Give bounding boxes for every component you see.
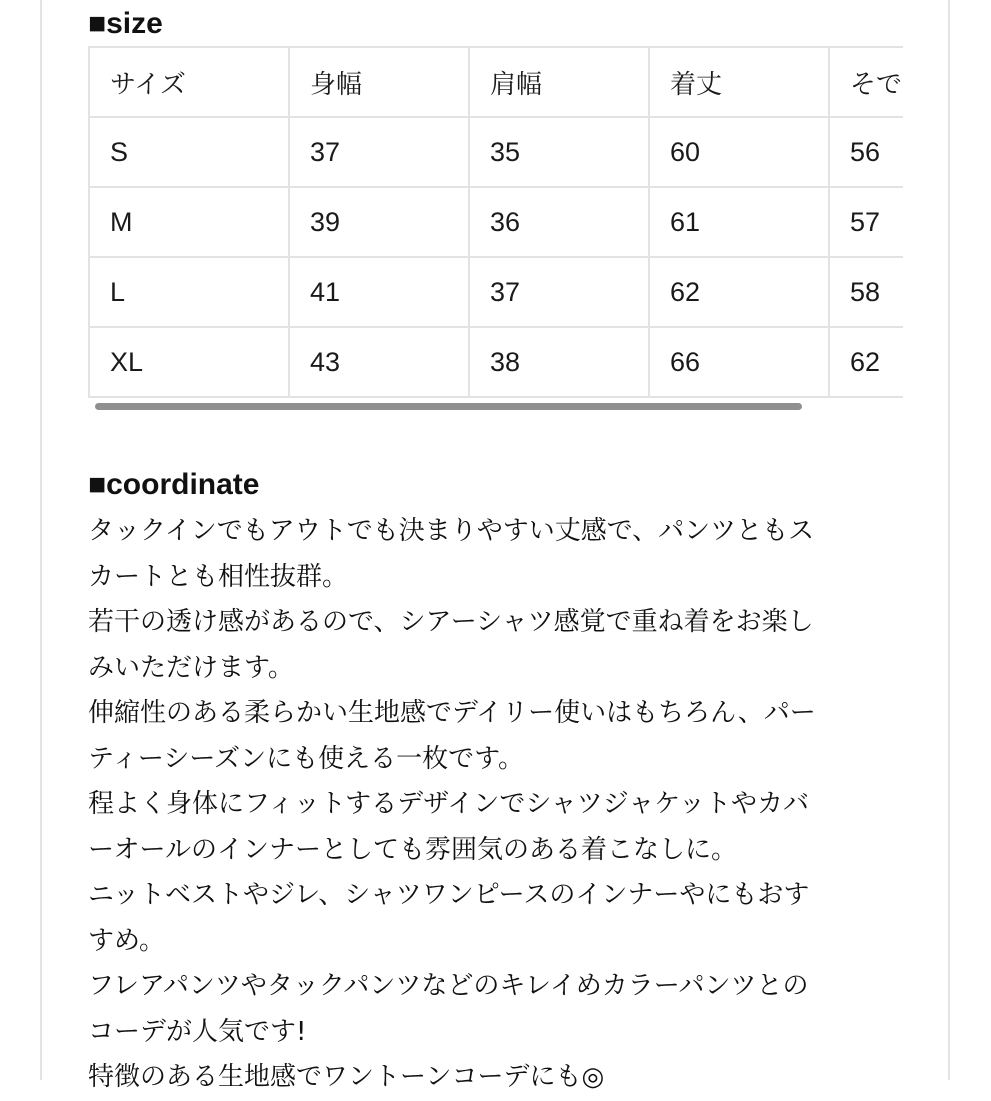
- table-cell: 57: [829, 187, 903, 257]
- table-cell: 66: [649, 327, 829, 397]
- header-cell-body-width: 身幅: [289, 47, 469, 117]
- table-header-row: [89, 47, 903, 117]
- table-cell: 43: [289, 327, 469, 397]
- table-cell: 62: [829, 327, 903, 397]
- description-line: すめ。: [88, 925, 165, 956]
- table-cell: M: [89, 187, 289, 257]
- table-cell: 58: [829, 257, 903, 327]
- size-heading: ■size: [88, 7, 163, 40]
- table-row: [89, 327, 903, 397]
- table-row: [89, 117, 903, 187]
- description-line: コーデが人気です!: [88, 1016, 307, 1047]
- table-cell: S: [89, 117, 289, 187]
- table-horizontal-scrollbar[interactable]: [95, 403, 802, 410]
- description-line: 特徴のある生地感でワントーンコーデにも◎: [88, 1062, 605, 1092]
- table-cell: 39: [289, 187, 469, 257]
- table-cell: 37: [469, 257, 649, 327]
- page-border-right: [948, 0, 950, 1080]
- table-cell: 35: [469, 117, 649, 187]
- coordinate-description: [88, 509, 898, 1101]
- table-cell: 60: [649, 117, 829, 187]
- description-line: みいただけます。: [88, 652, 294, 683]
- table-cell: L: [89, 257, 289, 327]
- description-line: カートとも相性抜群。: [88, 561, 349, 592]
- page-border-left: [40, 0, 42, 1080]
- table-cell: 38: [469, 327, 649, 397]
- table-cell: XL: [89, 327, 289, 397]
- size-table-scroll-container[interactable]: [88, 46, 903, 419]
- coordinate-heading: ■coordinate: [88, 468, 260, 501]
- table-cell: 36: [469, 187, 649, 257]
- description-line: タックインでもアウトでも決まりやすい丈感で、パンツともス: [88, 516, 815, 546]
- table-cell: 37: [289, 117, 469, 187]
- table-cell: 61: [649, 187, 829, 257]
- table-cell: 62: [649, 257, 829, 327]
- header-cell-sleeve: そで: [829, 47, 903, 117]
- table-cell: 56: [829, 117, 903, 187]
- table-row: [89, 187, 903, 257]
- table-row: [89, 257, 903, 327]
- header-cell-size: サイズ: [89, 47, 289, 117]
- description-line: ーオールのインナーとしても雰囲気のある着こなしに。: [88, 834, 737, 865]
- description-line: 伸縮性のある柔らかい生地感でデイリー使いはもちろん、パー: [88, 698, 816, 728]
- description-line: 程よく身体にフィットするデザインでシャツジャケットやカバ: [88, 789, 809, 819]
- description-line: フレアパンツやタックパンツなどのキレイめカラーパンツとの: [88, 971, 809, 1001]
- description-line: ニットベストやジレ、シャツワンピースのインナーやにもおす: [88, 880, 810, 910]
- size-table: [88, 46, 903, 398]
- description-line: ティーシーズンにも使える一枚です。: [88, 743, 525, 774]
- header-cell-length: 着丈: [649, 47, 829, 117]
- header-cell-shoulder-width: 肩幅: [469, 47, 649, 117]
- table-cell: 41: [289, 257, 469, 327]
- description-line: 若干の透け感があるので、シアーシャツ感覚で重ね着をお楽し: [88, 607, 814, 637]
